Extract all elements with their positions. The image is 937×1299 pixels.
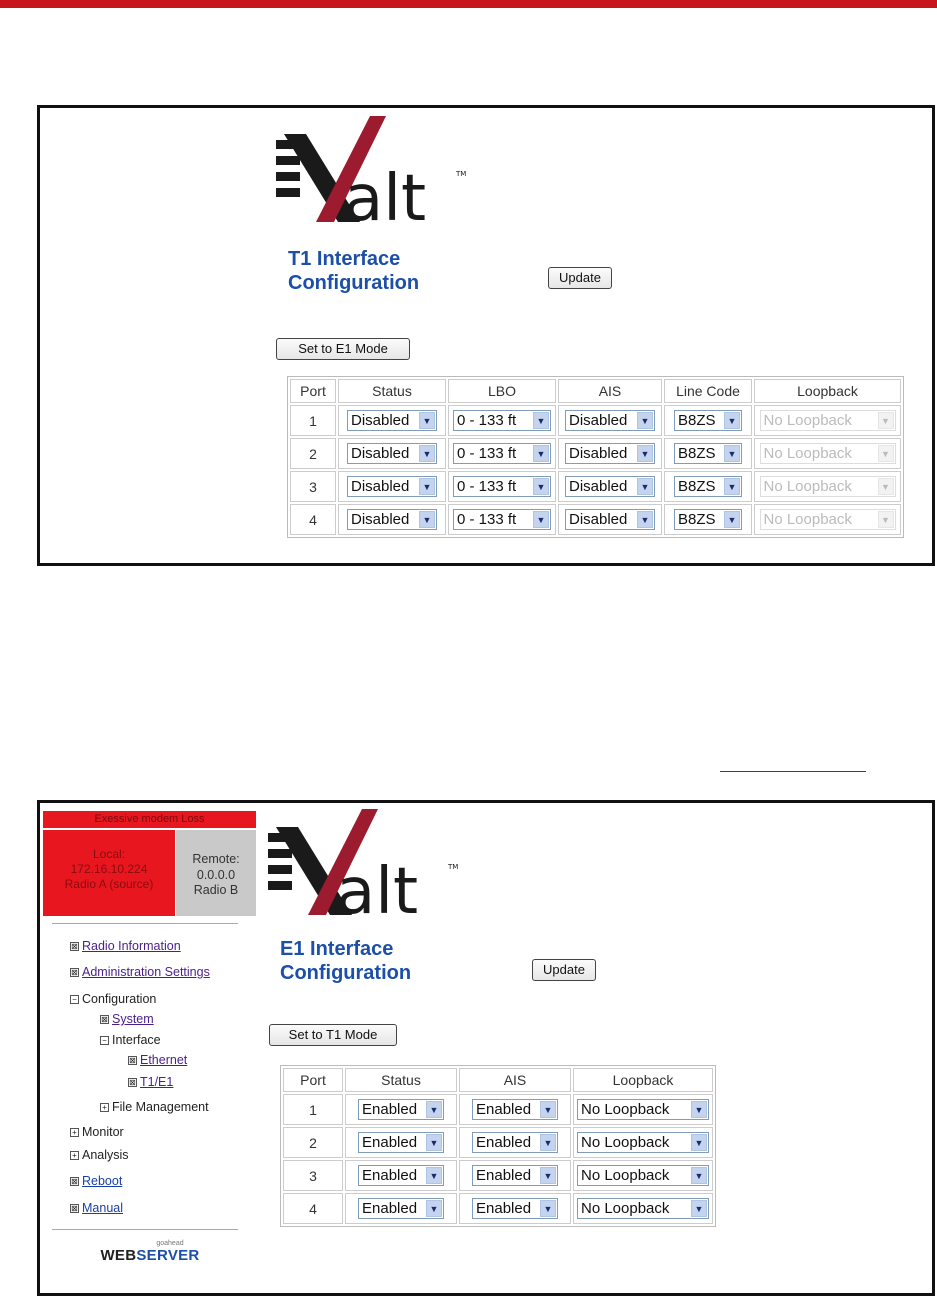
sidebar-item-administration-settings[interactable]: ⊠ Administration Settings [71, 965, 210, 979]
col-status: Status [345, 1068, 457, 1092]
ais-select[interactable]: Enabled ▼ [472, 1198, 558, 1219]
chevron-down-icon: ▼ [540, 1200, 556, 1217]
port-cell: 1 [283, 1094, 343, 1125]
ais-select[interactable]: Enabled ▼ [472, 1099, 558, 1120]
col-ais: AIS [459, 1068, 571, 1092]
port-cell: 3 [290, 471, 336, 502]
chevron-down-icon: ▼ [691, 1167, 707, 1184]
chevron-down-icon: ▼ [426, 1101, 442, 1118]
table-row [290, 471, 901, 502]
expand-icon: ⊠ [71, 968, 78, 978]
svg-text:alt: alt [336, 855, 419, 919]
chevron-down-icon: ▼ [533, 478, 549, 495]
loopback-select[interactable]: No Loopback ▼ [577, 1132, 709, 1153]
title-line-1: T1 Interface [288, 248, 401, 270]
lbo-select[interactable]: 0 - 133 ft ▼ [453, 443, 551, 464]
ais-select[interactable]: Disabled ▼ [565, 509, 655, 530]
line-code-select[interactable]: B8ZS ▼ [674, 410, 742, 431]
status-select[interactable]: Disabled ▼ [347, 443, 437, 464]
col-line-code: Line Code [664, 379, 752, 403]
status-select[interactable]: Enabled ▼ [358, 1099, 444, 1120]
chevron-down-icon: ▼ [637, 478, 653, 495]
status-select[interactable]: Enabled ▼ [358, 1198, 444, 1219]
col-lbo: LBO [448, 379, 556, 403]
sidebar-item-monitor[interactable]: + Monitor [70, 1125, 124, 1139]
port-cell: 4 [283, 1193, 343, 1224]
chevron-down-icon: ▼ [878, 412, 894, 429]
local-ip: 172.16.10.224 [70, 862, 148, 876]
expand-icon: ⊠ [71, 1177, 78, 1187]
chevron-down-icon: ▼ [878, 511, 894, 528]
update-button[interactable]: Update [548, 267, 612, 289]
line-code-select[interactable]: B8ZS ▼ [674, 509, 742, 530]
ais-select[interactable]: Disabled ▼ [565, 410, 655, 431]
sidebar-item-ethernet[interactable]: ⊠ Ethernet [129, 1053, 188, 1067]
remote-role: Radio B [193, 883, 239, 897]
table-row [290, 405, 901, 436]
expand-icon: ⊠ [71, 942, 78, 952]
col-port: Port [290, 379, 336, 403]
loopback-select[interactable]: No Loopback ▼ [577, 1165, 709, 1186]
svg-text:alt: alt [344, 162, 427, 226]
loopback-select: No Loopback ▼ [760, 476, 896, 497]
table-row [290, 504, 901, 535]
sidebar-nav [70, 939, 260, 1239]
collapse-icon: − [70, 995, 79, 1004]
e1-port-table [280, 1065, 716, 1227]
table-row [290, 438, 901, 469]
ais-select[interactable]: Enabled ▼ [472, 1165, 558, 1186]
set-t1-mode-button[interactable]: Set to T1 Mode [269, 1024, 397, 1046]
table-header-row [290, 379, 901, 403]
plus-icon: + [100, 1103, 109, 1112]
sidebar-item-manual[interactable]: ⊠ Manual [71, 1201, 123, 1215]
chevron-down-icon: ▼ [533, 445, 549, 462]
local-role: Radio A (source) [64, 877, 154, 891]
chevron-down-icon: ▼ [540, 1167, 556, 1184]
ais-select[interactable]: Enabled ▼ [472, 1132, 558, 1153]
remote-radio-panel [176, 830, 256, 916]
remote-label: Remote: [192, 852, 240, 866]
sidebar-item-file-management[interactable]: + File Management [100, 1100, 209, 1114]
table-row [283, 1127, 713, 1158]
update-button[interactable]: Update [532, 959, 596, 981]
sidebar-item-reboot[interactable]: ⊠ Reboot [71, 1174, 123, 1188]
status-select[interactable]: Disabled ▼ [347, 509, 437, 530]
title-line-2: Configuration [280, 962, 412, 984]
chevron-down-icon: ▼ [419, 412, 435, 429]
svg-text:TM: TM [448, 863, 459, 871]
exalt-logo [268, 807, 468, 919]
set-e1-mode-button[interactable]: Set to E1 Mode [276, 338, 410, 360]
table-row [283, 1094, 713, 1125]
plus-icon: + [70, 1151, 79, 1160]
chevron-down-icon: ▼ [637, 511, 653, 528]
ais-select[interactable]: Disabled ▼ [565, 443, 655, 464]
chevron-down-icon: ▼ [540, 1134, 556, 1151]
table-row [283, 1193, 713, 1224]
chevron-down-icon: ▼ [419, 478, 435, 495]
chevron-down-icon: ▼ [691, 1101, 707, 1118]
port-cell: 2 [290, 438, 336, 469]
expand-icon: ⊠ [129, 1078, 136, 1088]
sidebar-item-interface[interactable]: − Interface [100, 1033, 161, 1047]
line-code-select[interactable]: B8ZS ▼ [674, 476, 742, 497]
page-title [280, 937, 411, 985]
exalt-logo [276, 114, 476, 226]
col-status: Status [338, 379, 446, 403]
chevron-down-icon: ▼ [724, 511, 740, 528]
ais-select[interactable]: Disabled ▼ [565, 476, 655, 497]
title-line-1: E1 Interface [280, 938, 394, 960]
col-loopback: Loopback [573, 1068, 713, 1092]
sidebar-divider [52, 1229, 238, 1230]
port-cell: 4 [290, 504, 336, 535]
loopback-select: No Loopback ▼ [760, 443, 896, 464]
chevron-down-icon: ▼ [724, 445, 740, 462]
chevron-down-icon: ▼ [878, 478, 894, 495]
e1-config-screenshot [37, 800, 935, 1296]
header-rule [0, 0, 937, 8]
sidebar-item-analysis[interactable]: + Analysis [70, 1148, 129, 1162]
sidebar-item-configuration[interactable]: − Configuration [70, 992, 156, 1006]
remote-ip: 0.0.0.0 [196, 867, 236, 882]
port-cell: 2 [283, 1127, 343, 1158]
status-select[interactable]: Enabled ▼ [358, 1132, 444, 1153]
lbo-select[interactable]: 0 - 133 ft ▼ [453, 476, 551, 497]
loopback-select: No Loopback ▼ [760, 509, 896, 530]
t1-port-table [287, 376, 904, 538]
lbo-select[interactable]: 0 - 133 ft ▼ [453, 509, 551, 530]
expand-icon: ⊠ [101, 1015, 108, 1025]
chevron-down-icon: ▼ [533, 511, 549, 528]
status-select[interactable]: Disabled ▼ [347, 410, 437, 431]
local-label: Local: [92, 847, 126, 861]
expand-icon: ⊠ [129, 1056, 136, 1066]
svg-text:TM: TM [456, 170, 467, 178]
page-title [288, 247, 419, 295]
chevron-down-icon: ▼ [724, 412, 740, 429]
alarm-banner: Exessive modem Loss [43, 811, 256, 828]
chevron-down-icon: ▼ [419, 445, 435, 462]
webserver-logo: goahead WEBSERVER [100, 1240, 200, 1264]
port-cell: 1 [290, 405, 336, 436]
status-select[interactable]: Disabled ▼ [347, 476, 437, 497]
chevron-down-icon: ▼ [691, 1200, 707, 1217]
sidebar-item-system[interactable]: ⊠ System [101, 1012, 154, 1026]
title-line-2: Configuration [288, 272, 420, 294]
sidebar-item-radio-information[interactable]: ⊠ Radio Information [71, 939, 181, 953]
expand-icon: ⊠ [71, 1204, 78, 1214]
hyperlink-underline [720, 757, 866, 772]
loopback-select: No Loopback ▼ [760, 410, 896, 431]
sidebar-divider [52, 923, 238, 924]
loopback-select[interactable]: No Loopback ▼ [577, 1198, 709, 1219]
chevron-down-icon: ▼ [533, 412, 549, 429]
table-header-row [283, 1068, 713, 1092]
lbo-select[interactable]: 0 - 133 ft ▼ [453, 410, 551, 431]
chevron-down-icon: ▼ [637, 412, 653, 429]
col-port: Port [283, 1068, 343, 1092]
col-ais: AIS [558, 379, 662, 403]
port-cell: 3 [283, 1160, 343, 1191]
chevron-down-icon: ▼ [878, 445, 894, 462]
sidebar-item-t1e1[interactable]: ⊠ T1/E1 [129, 1075, 174, 1089]
status-select[interactable]: Enabled ▼ [358, 1165, 444, 1186]
chevron-down-icon: ▼ [426, 1167, 442, 1184]
chevron-down-icon: ▼ [540, 1101, 556, 1118]
line-code-select[interactable]: B8ZS ▼ [674, 443, 742, 464]
chevron-down-icon: ▼ [691, 1134, 707, 1151]
local-radio-panel [43, 830, 175, 916]
loopback-select[interactable]: No Loopback ▼ [577, 1099, 709, 1120]
chevron-down-icon: ▼ [426, 1200, 442, 1217]
col-loopback: Loopback [754, 379, 901, 403]
chevron-down-icon: ▼ [637, 445, 653, 462]
plus-icon: + [70, 1128, 79, 1137]
collapse-icon: − [100, 1036, 109, 1045]
table-row [283, 1160, 713, 1191]
chevron-down-icon: ▼ [419, 511, 435, 528]
chevron-down-icon: ▼ [426, 1134, 442, 1151]
chevron-down-icon: ▼ [724, 478, 740, 495]
t1-config-screenshot [37, 105, 935, 566]
